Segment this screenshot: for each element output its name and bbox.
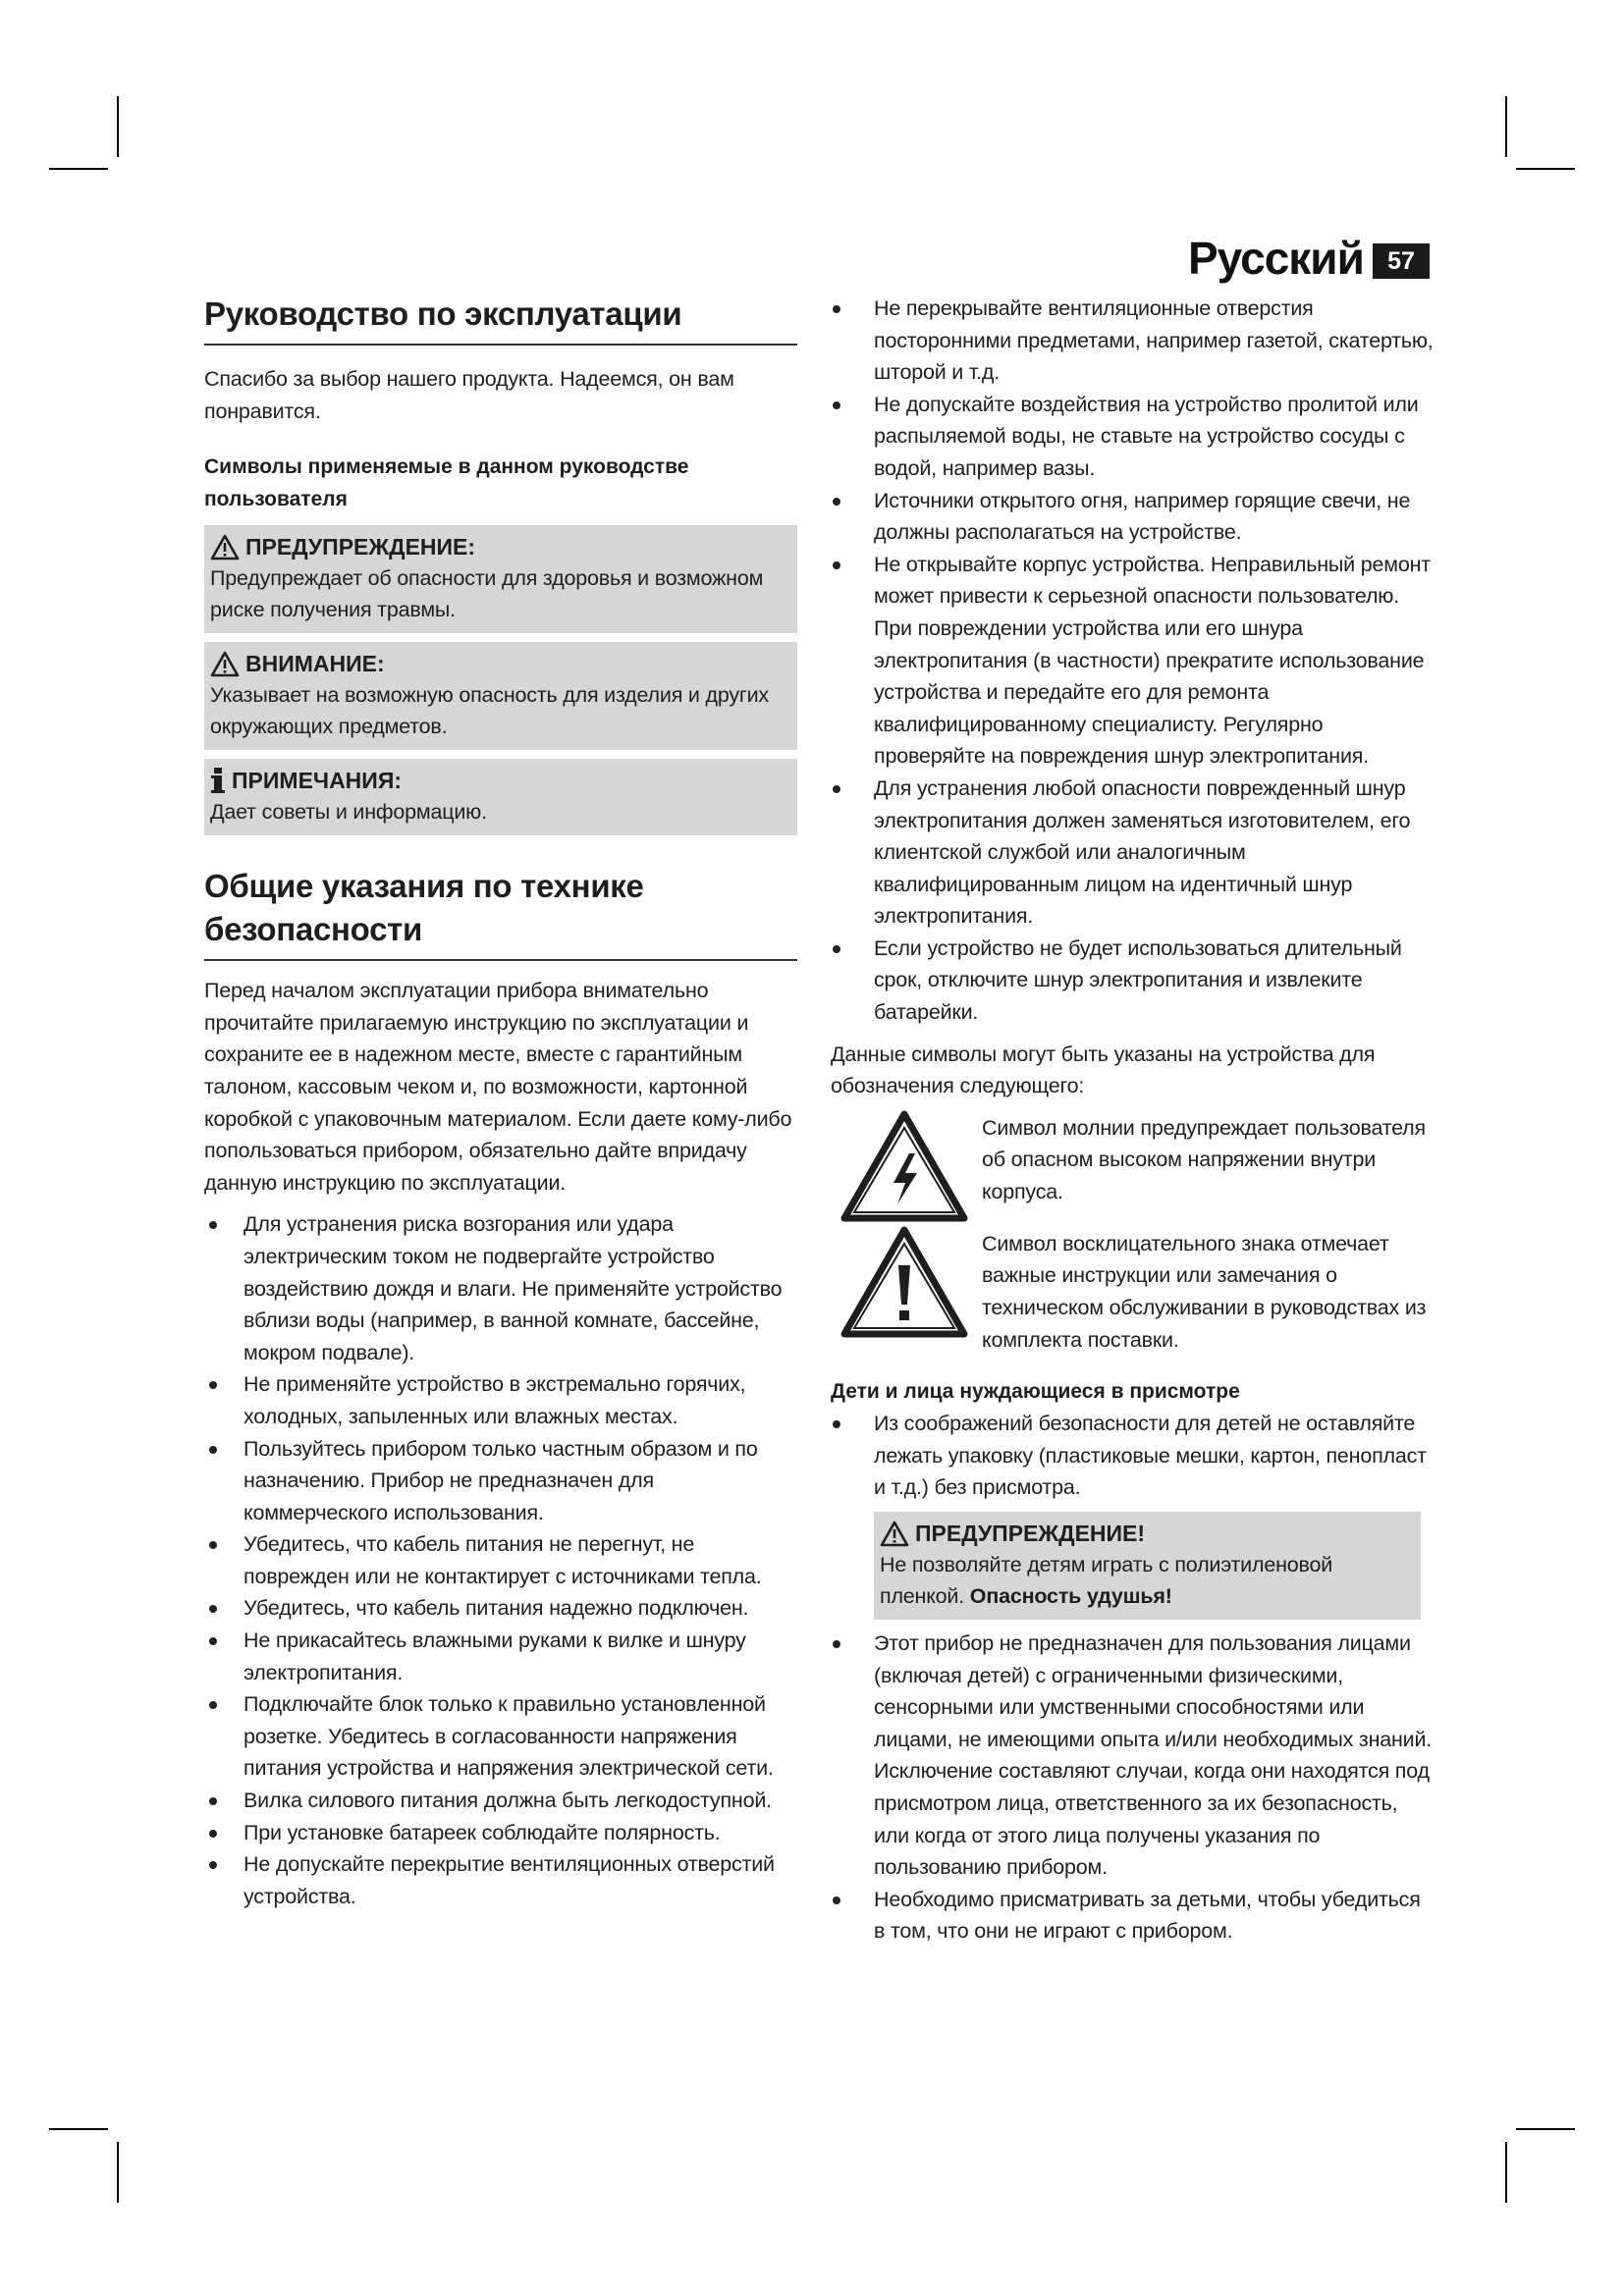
children-heading: Дети и лица нуждающиеся в присмотре (831, 1380, 1240, 1404)
notice-title: ПРИМЕЧАНИЯ: (232, 768, 403, 794)
bullet-icon (833, 305, 840, 313)
bullet-icon (209, 1446, 217, 1454)
children-list (831, 1408, 1434, 1504)
list-item: Из соображений безопасности для детей не оставляйте лежать упаковку (пластиковые мешки, картон, пенопласт и т.д.) без присмотра. (831, 1408, 1434, 1504)
notice-title: ПРЕДУПРЕЖДЕНИЕ: (245, 534, 476, 561)
intro-text: Спасибо за выбор нашего продукта. Надеемся, он вам понравится. (204, 367, 734, 423)
list-item: Не прикасайтесь влажными руками к вилке и шнуру электропитания. (204, 1625, 797, 1688)
warning-triangle-icon (210, 534, 240, 561)
list-item: При установке батареек соблюдайте полярность. (204, 1817, 797, 1849)
bullet-icon (833, 1896, 840, 1904)
warning-triangle-icon (210, 651, 240, 677)
safety-list-continued (831, 293, 1434, 1029)
crop-mark (117, 2142, 119, 2203)
list-item: Убедитесь, что кабель питания надежно подключен. (204, 1592, 797, 1625)
manual-title: Руководство по эксплуатации (204, 295, 682, 332)
notice-caution (204, 642, 797, 750)
bullet-icon (833, 1420, 840, 1428)
safety-list (204, 1208, 797, 1912)
notice-text: Не позволяйте детям играть с полиэтиленовой пленкой. (880, 1553, 1333, 1608)
symbols-intro: Данные символы могут быть указаны на устройства для обозначения следующего: (831, 1041, 1376, 1098)
right-column (831, 293, 1434, 1948)
bullet-icon (209, 1541, 217, 1549)
list-item: Необходимо присматривать за детьми, чтобы убедиться в том, что они не играют с прибором. (831, 1884, 1434, 1948)
list-item: Если устройство не будет использоваться длительный срок, отключите шнур электропитания и извлеките батарейки. (831, 933, 1434, 1029)
list-item: Источники открытого огня, например горящие свечи, не должны располагаться на устройстве. (831, 485, 1434, 549)
language-header: Русский (1188, 233, 1364, 284)
list-item: Этот прибор не предназначен для пользования лицами (включая детей) с ограниченными физическими, сенсорными или умственными способностями или лицами, не имеющими опыта и/или необходимых знаний. Исключение составляют случаи, когда они находятся под присмотром лица, ответственного за их безопасность, или когда от этого лица получены указания по пользованию прибором. (831, 1628, 1434, 1884)
crop-mark (1505, 2142, 1507, 2203)
notice-note (204, 759, 797, 835)
notice-warning (204, 525, 797, 633)
bullet-icon (209, 1797, 217, 1805)
notice-strong-text: Опасность удушья! (969, 1584, 1172, 1608)
crop-mark (49, 168, 108, 170)
crop-mark (49, 2128, 108, 2130)
bullet-icon (209, 1701, 217, 1709)
bullet-icon (833, 785, 840, 793)
children-list-continued (831, 1628, 1434, 1948)
page-number: 57 (1373, 243, 1430, 279)
list-item: Не перекрывайте вентиляционные отверстия посторонними предметами, например газетой, скатертью, шторой и т.д. (831, 293, 1434, 389)
list-item: Не допускайте воздействия на устройство пролитой или распыляемой воды, не ставьте на устройство сосуды с водой, например вазы. (831, 389, 1434, 485)
crop-mark (117, 96, 119, 157)
safety-intro: Перед началом эксплуатации прибора внимательно прочитайте прилагаемую инструкцию по эксплуатации и сохраните ее в надежном месте, вместе с гарантийным талоном, кассовым чеком и, по возможности, картонной коробкой с упаковочным материалом. Если даете кому-либо попользоваться прибором, обязательно дайте впридачу данную инструкцию по эксплуатации. (204, 979, 792, 1195)
info-icon (210, 767, 226, 794)
list-item: Вилка силового питания должна быть легкодоступной. (204, 1785, 797, 1817)
safety-divider (204, 959, 797, 961)
notice-title: ПРЕДУПРЕЖДЕНИЕ! (915, 1521, 1146, 1546)
bullet-icon (833, 1640, 840, 1648)
list-item: Не открывайте корпус устройства. Неправильный ремонт может привести к серьезной опасности пользователю. При повреждении устройства или его шнура электропитания (в частности) прекратите использование устройства и передайте его для ремонта квалифицированному специалисту. Регулярно проверяйте на повреждения шнур электропитания. (831, 549, 1434, 773)
title-divider (204, 344, 797, 346)
crop-mark (1516, 2128, 1575, 2130)
bullet-icon (209, 1221, 217, 1229)
left-column (204, 293, 797, 1912)
lightning-warning-icon (840, 1110, 968, 1222)
bullet-icon (209, 1830, 217, 1838)
bullet-icon (209, 1605, 217, 1613)
notice-title: ВНИМАНИЕ: (245, 651, 385, 677)
notice-text: Указывает на возможную опасность для изделия и других окружающих предметов. (210, 683, 769, 739)
bullet-icon (833, 498, 840, 506)
list-item: Подключайте блок только к правильно установленной розетке. Убедитесь в согласованности напряжения питания устройства и напряжения электрической сети. (204, 1688, 797, 1785)
notice-children-warning (874, 1512, 1421, 1620)
list-item: Для устранения риска возгорания или удара электрическим током не подвергайте устройство воздействию дождя и влаги. Не применяйте устройство вблизи воды (например, в ванной комнате, бассейне, мокром подвале). (204, 1208, 797, 1368)
symbol-row-lightning (831, 1110, 1434, 1222)
notice-text: Предупреждает об опасности для здоровья и возможном риске получения травмы. (210, 566, 764, 622)
list-item: Не допускайте перекрытие вентиляционных отверстий устройства. (204, 1848, 797, 1912)
bullet-icon (209, 1861, 217, 1869)
bullet-icon (209, 1381, 217, 1389)
crop-mark (1516, 168, 1575, 170)
list-item: Не применяйте устройство в экстремально горячих, холодных, запыленных или влажных местах. (204, 1368, 797, 1432)
list-item: Убедитесь, что кабель питания не перегнут, не поврежден или не контактирует с источниками тепла. (204, 1528, 797, 1592)
crop-mark (1505, 96, 1507, 157)
bullet-icon (209, 1637, 217, 1645)
symbol-text: Символ восклицательного знака отмечает важные инструкции или замечания о техническом обслуживании в руководствах из комплекта поставки. (982, 1231, 1427, 1352)
symbols-heading: Символы применяемые в данном руководстве пользователя (204, 455, 689, 511)
bullet-icon (833, 561, 840, 569)
exclamation-warning-icon (840, 1226, 968, 1338)
list-item: Для устранения любой опасности поврежденный шнур электропитания должен заменяться изготовителем, его клиентской службой или аналогичным квалифицированным лицом на идентичный шнур электропитания. (831, 773, 1434, 933)
symbol-text: Символ молнии предупреждает пользователя об опасном высоком напряжении внутри корпуса. (982, 1115, 1426, 1204)
bullet-icon (833, 401, 840, 409)
warning-triangle-icon (880, 1521, 909, 1547)
list-item: Пользуйтесь прибором только частным образом и по назначению. Прибор не предназначен для коммерческого использования. (204, 1433, 797, 1529)
bullet-icon (833, 945, 840, 953)
symbol-row-exclamation (831, 1226, 1434, 1356)
notice-text: Дает советы и информацию. (210, 800, 487, 825)
safety-title: Общие указания по технике безопасности (204, 868, 644, 948)
